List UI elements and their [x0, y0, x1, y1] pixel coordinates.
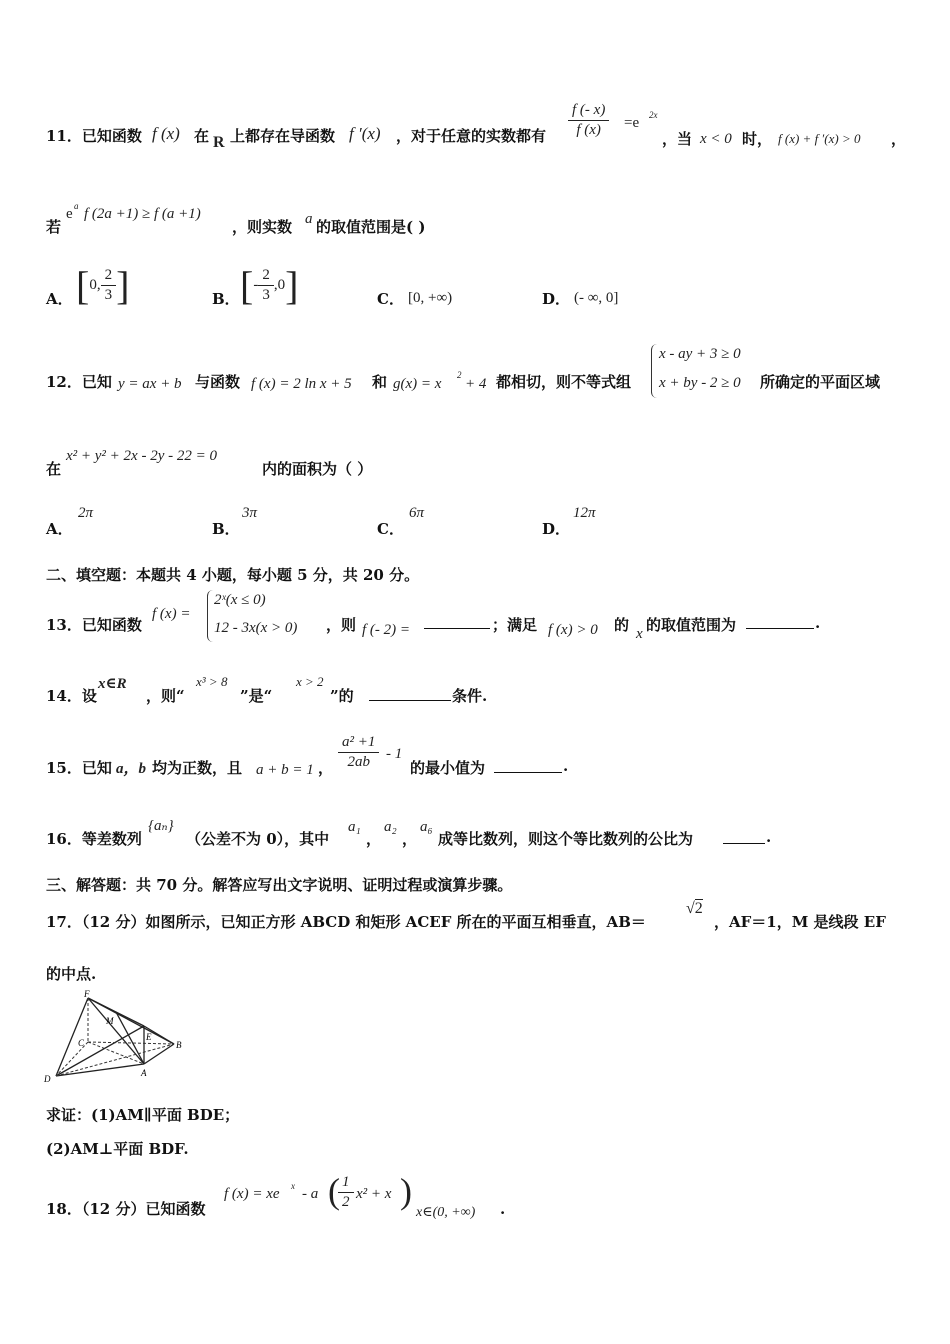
q12-option-d-label: D． [542, 520, 571, 538]
q12-option-c-value: 6π [409, 505, 425, 521]
q11-frac-rhs: =e [624, 115, 640, 131]
q18-half-den: 2 [342, 1194, 350, 1210]
q12-option-b-label: B． [212, 520, 240, 538]
q17-fig-label-e: E [146, 1032, 152, 1042]
q16-end: 成等比数列，则这个等比数列的公比为 [438, 830, 694, 848]
q11-frac [568, 102, 609, 139]
q17-fig-label-a: A [141, 1068, 147, 1078]
q13-ze: ，则 [326, 616, 357, 634]
q13-de: 的 [614, 616, 630, 634]
q16-a1: a₁ [348, 819, 361, 835]
q11-ruo: 若 [46, 218, 62, 236]
q12-option-a-value: 2π [78, 505, 94, 521]
q11-option-b-label: B． [212, 290, 240, 308]
q11-frac-den: f (x) [576, 122, 601, 138]
q15-frac [338, 734, 379, 771]
section-2-heading: 二、填空题：本题共 4 小题，每小题 5 分，共 20 分。 [46, 566, 420, 584]
q13-case1: 2ˣ(x ≤ 0) [214, 592, 266, 608]
q11-option-b-value: [- $\frac{2}{3}$ ,0] [240, 263, 299, 308]
q14-blank[interactable] [369, 700, 451, 701]
q14-ze: ，则“ [146, 687, 185, 705]
q16-prefix: 16．等差数列 [46, 830, 142, 848]
q15-ab: a，b [116, 761, 147, 777]
q11-line1 [46, 125, 142, 146]
q12-option-c-label: C． [377, 520, 404, 538]
q11-frac-exp: 2x [649, 110, 658, 120]
q11-comma: ， [891, 130, 907, 148]
q11-end: 的取值范围是( ) [316, 218, 426, 236]
q12-sys2: x + by - 2 ≥ 0 [659, 375, 741, 391]
q11-e: e [66, 206, 73, 222]
q11-option-c-label: C． [377, 290, 404, 308]
q16-blank[interactable] [723, 843, 765, 844]
q11-dang: ，当 [662, 130, 693, 148]
q17-line1-end: ，AF＝1，M 是线段 EF [714, 913, 886, 931]
q13-brace [207, 590, 213, 642]
q15-minus: - 1 [386, 746, 403, 762]
q16-mid: （公差不为 0），其中 [186, 830, 330, 848]
q12-option-d-value: 12π [573, 505, 596, 521]
q17-line1: 17．（12 分）如图所示，已知正方形 ABCD 和矩形 ACEF 所在的平面互相垂直，AB＝ [46, 913, 646, 931]
q17-fig-label-b: B [176, 1040, 182, 1050]
q12-option-a-label: A． [46, 520, 73, 538]
q11-prefix: 11．已知函数 [46, 127, 142, 145]
q14-end: 条件. [452, 687, 488, 705]
q18-f: f (x) = xe [224, 1186, 280, 1202]
q11-a: a [305, 211, 313, 227]
q18-paren-open: ( [328, 1171, 340, 1211]
q13-blank-2[interactable] [746, 628, 814, 629]
q15-frac-den: 2ab [347, 754, 370, 770]
q13-manzu: ；满足 [492, 616, 538, 634]
q17-sqrt: √2 [686, 900, 703, 917]
q12-prefix: 12．已知 [46, 373, 112, 391]
q14-de: ”的 [330, 687, 354, 705]
q12-yuhanshu: 与函数 [195, 373, 241, 391]
q12-f: f (x) = 2 ln x + 5 [251, 376, 352, 392]
q17-line2: 的中点. [46, 965, 97, 983]
q13-fx: f (x) = [152, 606, 191, 622]
q18-x2: x² + x [356, 1186, 392, 1202]
q11-frac-num: f (- x) [568, 102, 609, 121]
q15-end: 的最小值为 [410, 759, 486, 777]
q11-duiyu: ，对于任意的实数都有 [396, 127, 547, 145]
q12-line: y = ax + b [118, 376, 182, 392]
q11-ineq: f (x) + f ′(x) > 0 [778, 131, 861, 146]
q17-fig-label-d: D [44, 1074, 51, 1084]
q15-mid: 均为正数，且 [152, 759, 243, 777]
q14-prefix: 14．设 [46, 687, 97, 705]
q11-cond: x < 0 [700, 131, 732, 147]
q12-he: 和 [372, 373, 388, 391]
q11-fprime: f ′(x) [349, 124, 381, 143]
q11-cond2: f (2a +1) ≥ f (a +1) [84, 206, 201, 222]
q12-zai: 在 [46, 460, 62, 478]
q13-blank-1[interactable] [424, 628, 490, 629]
q17-proof-2: (2)AM⊥平面 BDF. [46, 1140, 189, 1158]
q11-R: R [213, 134, 225, 151]
q12-g-exp: 2 [457, 370, 462, 380]
q16-a2: a₂ [384, 819, 397, 835]
q17-geometry-figure [40, 990, 190, 1090]
q14-c1: x³ > 8 [196, 674, 228, 689]
q18-domain: x∈(0, +∞) [416, 1205, 476, 1220]
q11-option-a-label: A． [46, 290, 73, 308]
q16-a6: a₆ [420, 819, 433, 835]
q18-minus-a: - a [302, 1186, 319, 1202]
q11-fx: f (x) [152, 124, 180, 143]
q11-shang: 上都存在导函数 [230, 127, 336, 145]
q16-seq: {aₙ} [148, 818, 174, 834]
q15-comma: ， [318, 759, 334, 777]
q14-xR: x∈R [98, 676, 127, 692]
q11-option-c-value: [0, +∞) [408, 290, 453, 306]
q12-end: 内的面积为（ ） [262, 460, 373, 478]
q16-sep2: ， [402, 830, 418, 848]
q17-proof-1: 求证：(1)AM∥平面 BDE； [46, 1106, 240, 1124]
q12-g-rest: + 4 [465, 376, 487, 392]
q16-dot: . [766, 828, 772, 846]
q15-frac-num: a² +1 [338, 734, 379, 753]
q11-ze: ，则实数 [232, 218, 293, 236]
q18-half-num: 1 [338, 1174, 354, 1193]
q15-prefix: 15．已知 [46, 759, 112, 777]
q15-dot: . [563, 757, 569, 775]
q12-mid: 都相切，则不等式组 [496, 373, 632, 391]
q13-cond: f (x) > 0 [548, 622, 598, 638]
q13-x: x [636, 626, 643, 642]
q11-option-a-value: [0, $\frac{2}{3}$ ] [76, 263, 130, 308]
q13-fm2: f (- 2) = [362, 622, 411, 638]
q18-paren-close: ) [400, 1171, 412, 1211]
q18-dot: . [500, 1200, 506, 1218]
q14-shi: ”是“ [240, 687, 273, 705]
q15-blank[interactable] [494, 772, 562, 773]
q17-fig-label-c: C [78, 1038, 85, 1048]
q18-exp: x [291, 1181, 295, 1191]
q12-option-b-value: 3π [242, 505, 258, 521]
section-3-heading: 三、解答题：共 70 分。解答应写出文字说明、证明过程或演算步骤。 [46, 876, 513, 894]
q17-fig-label-m: M [106, 1016, 114, 1026]
q11-e-exp: a [74, 201, 79, 211]
q13-case2: 12 - 3x(x > 0) [214, 620, 298, 636]
q18-half [338, 1174, 354, 1211]
q13-prefix: 13．已知函数 [46, 616, 142, 634]
q17-fig-label-f: F [84, 990, 90, 999]
q12-system-brace [651, 344, 657, 398]
q11-option-d-value: (- ∞, 0] [574, 290, 619, 306]
q12-sys1: x - ay + 3 ≥ 0 [659, 346, 741, 362]
q12-suffix: 所确定的平面区域 [760, 373, 881, 391]
q11-option-d-label: D． [542, 290, 571, 308]
q18-prefix: 18．（12 分）已知函数 [46, 1200, 206, 1218]
q13-end: 的取值范围为 [646, 616, 737, 634]
q15-cond: a + b = 1 [256, 762, 314, 778]
q12-circle: x² + y² + 2x - 2y - 22 = 0 [66, 448, 217, 464]
q16-sep1: ， [366, 830, 382, 848]
q14-c2: x > 2 [296, 674, 324, 689]
q11-zai: 在 [194, 127, 210, 145]
q11-shi: 时， [742, 130, 773, 148]
q13-dot: . [815, 614, 821, 632]
q12-g: g(x) = x [393, 376, 442, 392]
